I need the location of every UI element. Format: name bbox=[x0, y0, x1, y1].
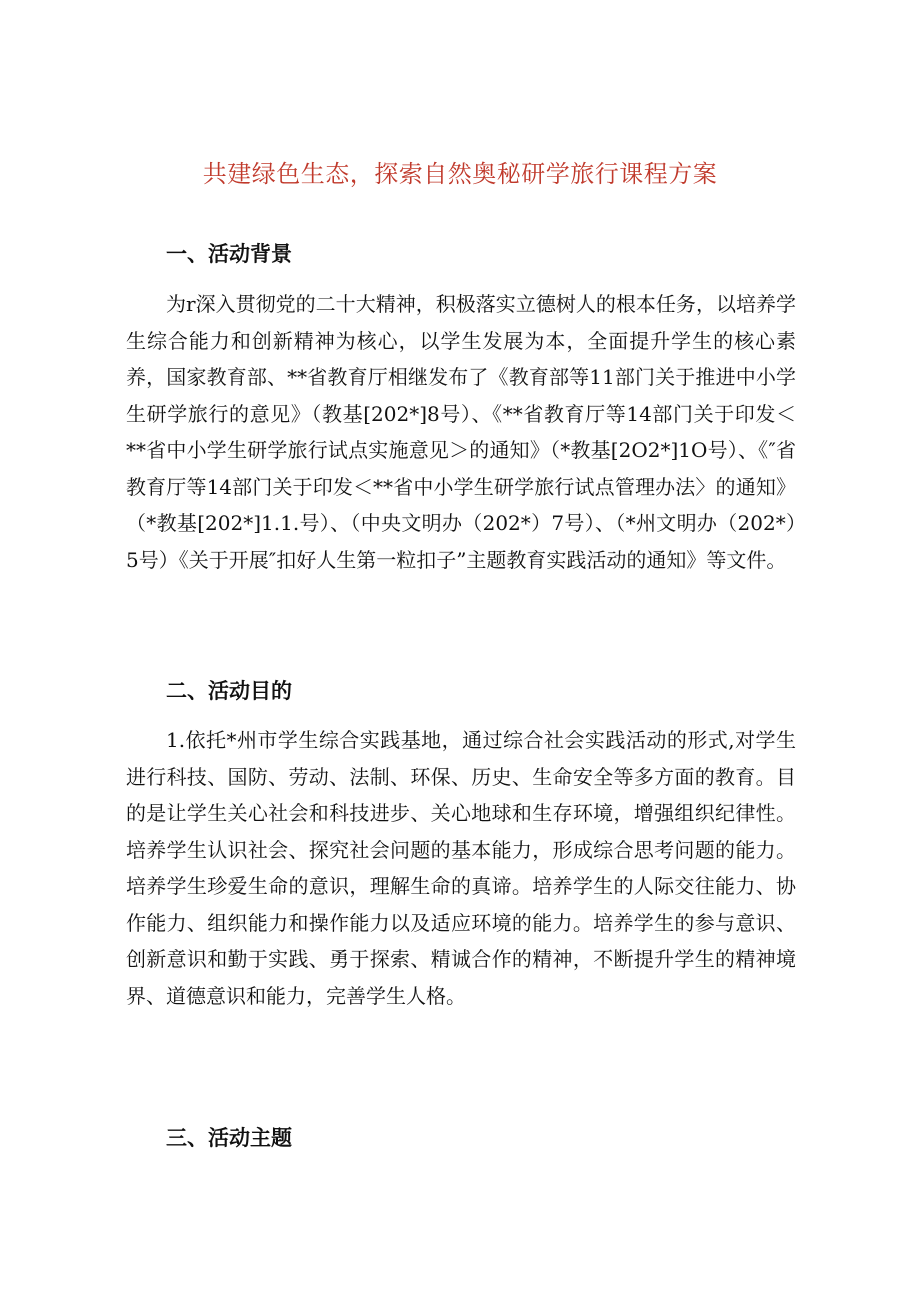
section-paragraph-purpose: 1.依托*州市学生综合实践基地，通过综合社会实践活动的形式,对学生进行科技、国防、劳动、法制、环保、历史、生命安全等多方面的教育。目的是让学生关心社会和科技进步、关心地球和生存环境，增强组织纪律性。培养学生认识社会、探究社会问题的基本能力，形成综合思考问题的能力。培养学生珍爱生命的意识，理解生命的真谛。培养学生的人际交往能力、协作能力、组织能力和操作能力以及适应环境的能力。培养学生的参与意识、创新意识和勤于实践、勇于探索、精诚合作的精神，不断提升学生的精神境界、道德意识和能力，完善学生人格。 bbox=[126, 728, 796, 1008]
section-heading-theme: 三、活动主题 bbox=[166, 1126, 292, 1150]
section-heading-purpose: 二、活动目的 bbox=[166, 679, 292, 703]
section-heading-background: 一、活动背景 bbox=[166, 242, 292, 266]
document-title: 共建绿色生态，探索自然奥秘研学旅行课程方案 bbox=[202, 160, 718, 188]
section-paragraph-background: 为r深入贯彻党的二十大精神，积极落实立德树人的根本任务，以培养学生综合能力和创新精神为核心，以学生发展为本，全面提升学生的核心素养，国家教育部、**省教育厅相继发布了《教育部等11部门关于推进中小学生研学旅行的意见》（教基[202*]8号）、《**省教育厅等14部门关于印发＜**省中小学生研学旅行试点实施意见＞的通知》（*教基[2O2*]1O号）、《″省教育厅等14部门关于印发＜**省中小学生研学旅行试点管理办法〉的通知》（*教基[202*]1.1.号）、（中央文明办（202*）7号）、（*州文明办（202*）5号）《关于开展″扣好人生第一粒扣子”主题教育实践活动的通知》等文件。 bbox=[126, 292, 796, 572]
